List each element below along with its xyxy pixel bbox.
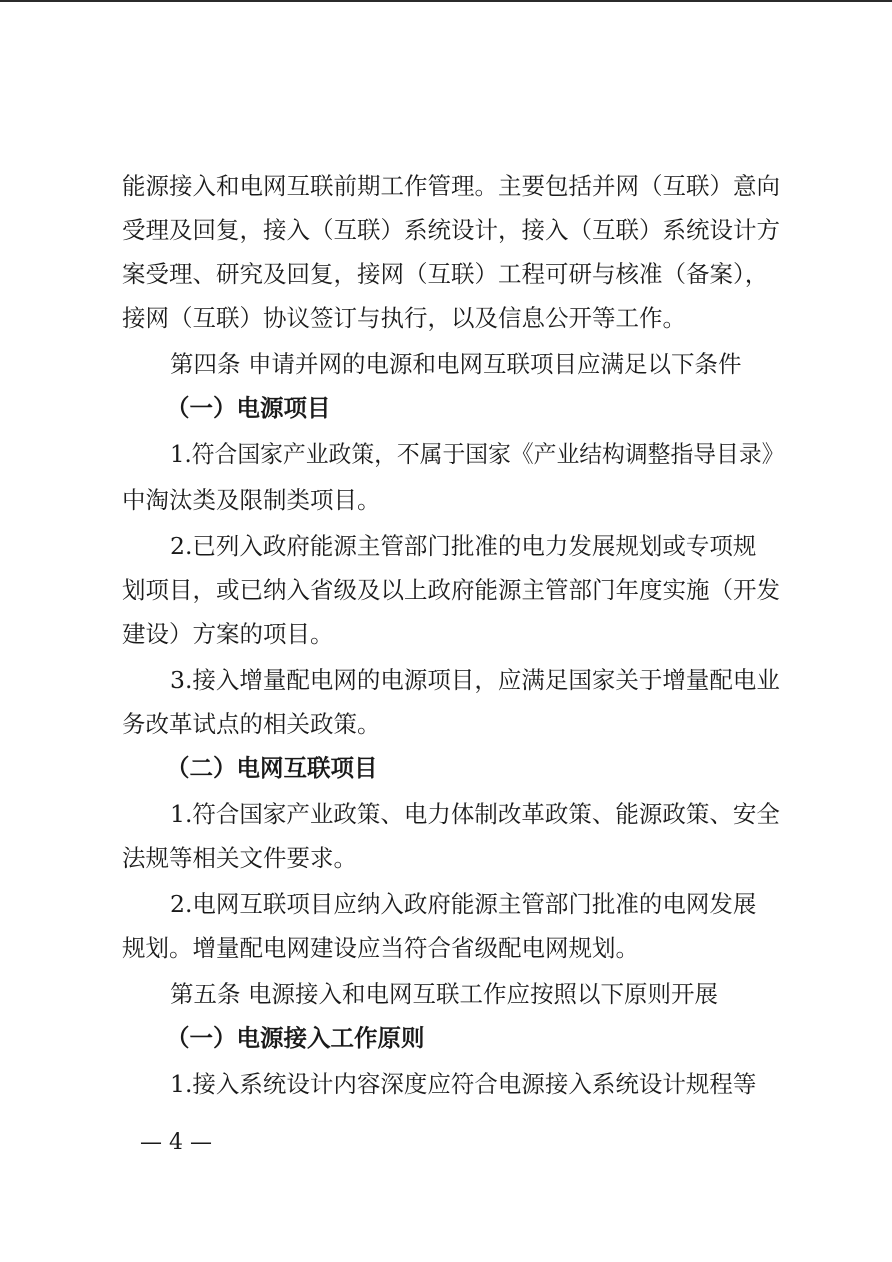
text-line: 1.符合国家产业政策，不属于国家《产业结构调整指导目录》 bbox=[170, 440, 785, 468]
text-line: 务改革试点的相关政策。 bbox=[122, 710, 381, 738]
article-heading: 第四条 申请并网的电源和电网互联项目应满足以下条件 bbox=[170, 350, 742, 378]
section-heading: （一）电源项目 bbox=[166, 394, 331, 422]
text-line: 规划。增量配电网建设应当符合省级配电网规划。 bbox=[122, 934, 639, 962]
text-line: 3.接入增量配电网的电源项目，应满足国家关于增量配电业 bbox=[170, 666, 780, 694]
text-line: 2.电网互联项目应纳入政府能源主管部门批准的电网发展 bbox=[170, 890, 757, 918]
text-line: 1.接入系统设计内容深度应符合电源接入系统设计规程等 bbox=[170, 1070, 757, 1098]
text-line: 1.符合国家产业政策、电力体制改革政策、能源政策、安全 bbox=[170, 800, 780, 828]
section-heading: （二）电网互联项目 bbox=[166, 754, 378, 782]
text-line: 案受理、研究及回复，接网（互联）工程可研与核准（备案）， bbox=[122, 260, 769, 288]
text-line: 2.已列入政府能源主管部门批准的电力发展规划或专项规 bbox=[170, 532, 757, 560]
text-line: 建设）方案的项目。 bbox=[122, 620, 334, 648]
text-line: 法规等相关文件要求。 bbox=[122, 844, 357, 872]
text-line: 能源接入和电网互联前期工作管理。主要包括并网（互联）意向 bbox=[122, 172, 780, 200]
text-line: 受理及回复，接入（互联）系统设计，接入（互联）系统设计方 bbox=[122, 216, 780, 244]
section-heading: （一）电源接入工作原则 bbox=[166, 1024, 425, 1052]
text-line: 划项目，或已纳入省级及以上政府能源主管部门年度实施（开发 bbox=[122, 576, 780, 604]
text-line: 中淘汰类及限制类项目。 bbox=[122, 486, 381, 514]
page-number: — 4 — bbox=[140, 1130, 212, 1155]
text-line: 接网（互联）协议签订与执行，以及信息公开等工作。 bbox=[122, 304, 686, 332]
article-heading: 第五条 电源接入和电网互联工作应按照以下原则开展 bbox=[170, 980, 718, 1008]
top-border bbox=[0, 0, 892, 2]
